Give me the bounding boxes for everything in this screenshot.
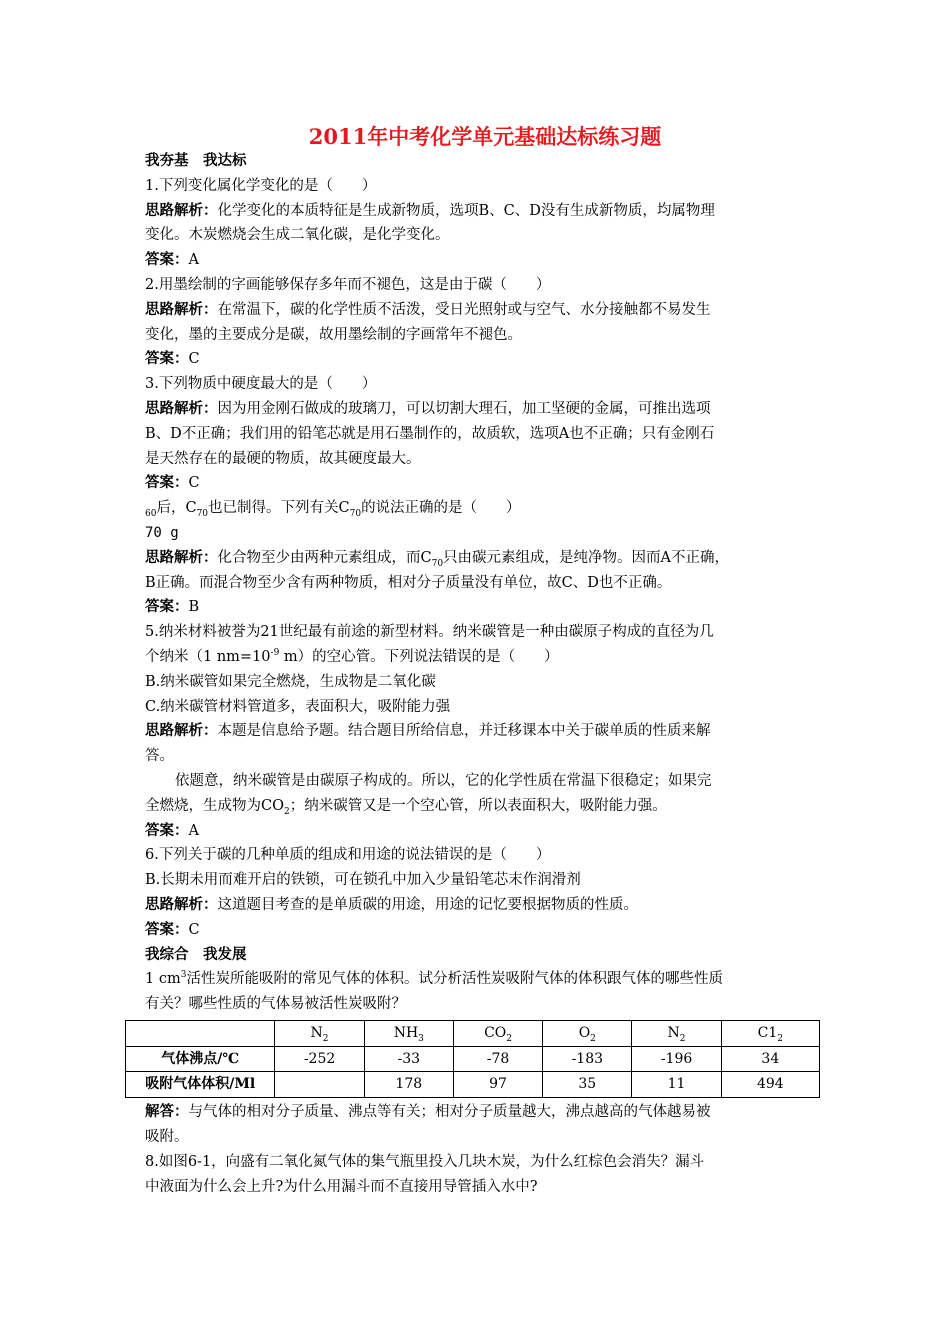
analysis-text: 是天然存在的最硬的物质，故其硬度最大。	[145, 450, 421, 467]
question-5: 5.纳米材料被誉为21世纪最有前途的新型材料。纳米碳管是一种由碳原子构成的直径为几	[145, 624, 714, 641]
subscript: 70	[196, 509, 209, 520]
answer-text: 与气体的相对分子质量、沸点等有关；相对分子质量越大，沸点越高的气体越易被	[188, 1104, 711, 1121]
table-row	[126, 1072, 820, 1098]
analysis-label: 思路解析：	[145, 201, 218, 219]
analysis-text: B、D不正确；我们用的铅笔芯就是用石墨制作的，故质软，选项A也不正确；只有金刚石	[145, 425, 715, 442]
gas-table-wrapper	[145, 1020, 825, 1098]
question-text: 个纳米（1 nm=10	[145, 648, 271, 665]
table-header-cell: $O_2$	[543, 1020, 632, 1046]
question-4	[145, 496, 825, 521]
table-header-cell: $CO_2$	[453, 1020, 542, 1046]
table-header-cell: $NH_3$	[364, 1020, 453, 1046]
answer-label: 答案：	[145, 474, 189, 492]
answer-value: C	[188, 475, 200, 492]
analysis-text: 变化。木炭燃烧会生成二氧化碳，是化学变化。	[145, 227, 450, 244]
table-cell: 178	[364, 1072, 453, 1098]
analysis-text: B正确。而混合物至少含有两种物质，相对分子质量没有单位，故C、D也不正确。	[145, 574, 672, 591]
option-b: B.长期未用而难开启的铁锁，可在锁孔中加入少量铅笔芯末作润滑剂	[145, 872, 581, 889]
analysis-label: 思路解析：	[145, 722, 218, 740]
question-8: 8.如图6-1，向盛有二氧化氮气体的集气瓶里投入几块木炭，为什么红棕色会消失？漏斗	[145, 1153, 705, 1170]
table-cell: -78	[453, 1046, 542, 1072]
analysis-label: 思路解析：	[145, 548, 218, 566]
question-2: 2.用墨绘制的字画能够保存多年而不褪色，这是由于碳（ ）	[145, 276, 551, 293]
analysis-text: ；纳米碳管又是一个空心管，所以表面积大，吸附能力强。	[289, 797, 667, 814]
answer-label: 答案：	[145, 821, 189, 839]
table-cell: 35	[543, 1072, 632, 1098]
analysis-text: 在常温下，碳的化学性质不活泼，受日光照射或与空气、水分接触都不易发生	[217, 301, 711, 318]
question-text: 活性炭所能吸附的常见气体的体积。试分析活性炭吸附气体的体积跟气体的哪些性质	[186, 971, 723, 988]
document-body	[145, 149, 825, 1199]
question-6: 6.下列关于碳的几种单质的组成和用途的说法错误的是（ ）	[145, 847, 551, 864]
table-header-cell: $N_2$	[632, 1020, 721, 1046]
superscript: -9	[270, 648, 280, 659]
analysis-text: 答。	[145, 748, 174, 765]
table-cell: -183	[543, 1046, 632, 1072]
subscript: 2	[283, 806, 290, 817]
table-cell: 494	[721, 1072, 819, 1098]
question-5-cont	[145, 645, 825, 670]
table-cell: 34	[721, 1046, 819, 1072]
question-1: 1.下列变化属化学变化的是（ ）	[145, 177, 377, 194]
question-text: m）的空心管。下列说法错误的是（ ）	[279, 648, 559, 665]
analysis-text: 只由碳元素组成，是纯净物。因而A不正确，	[443, 549, 730, 566]
analysis-text: 化合物至少由两种元素组成，而C	[217, 549, 432, 566]
answer-value: A	[188, 822, 199, 839]
question-text: 也已制得。下列有关C	[208, 500, 350, 517]
option-c: C.纳米碳管材料管道多，表面积大，吸附能力强	[145, 698, 451, 715]
section-heading: 我夯基 我达标	[145, 152, 247, 169]
analysis-label: 思路解析：	[145, 399, 218, 417]
table-cell: 97	[453, 1072, 542, 1098]
answer-label: 解答：	[145, 1103, 189, 1121]
analysis-text: 化学变化的本质特征是生成新物质，选项B、C、D没有生成新物质，均属物理	[217, 202, 715, 219]
answer-label: 答案：	[145, 920, 189, 938]
question-text: 的说法正确的是（ ）	[361, 500, 521, 517]
gas-adsorption-table	[125, 1020, 820, 1098]
text-fragment: 70 g	[145, 524, 179, 541]
document-title: 2011年中考化学单元基础达标练习题	[308, 124, 662, 149]
answer-label: 答案：	[145, 350, 189, 368]
table-header-row	[126, 1020, 820, 1046]
answer-value: C	[188, 921, 200, 938]
table-cell: -33	[364, 1046, 453, 1072]
table-row	[126, 1046, 820, 1072]
subscript: 60	[145, 509, 157, 520]
table-corner-cell	[126, 1020, 275, 1046]
table-cell: -196	[632, 1046, 721, 1072]
question-text: 1 cm	[145, 971, 181, 988]
answer-text: 吸附。	[145, 1129, 189, 1146]
table-header-cell: $C1_2$	[721, 1020, 819, 1046]
table-cell: -252	[275, 1046, 364, 1072]
question-7	[145, 967, 825, 992]
table-header-cell: $N_2$	[275, 1020, 364, 1046]
table-cell	[275, 1072, 364, 1098]
section-heading: 我综合 我发展	[145, 945, 247, 963]
analysis-text: 因为用金刚石做成的玻璃刀，可以切割大理石，加工坚硬的金属，可推出选项	[217, 400, 711, 417]
row-label: 吸附气体体积/Ml	[126, 1072, 275, 1098]
row-label: 气体沸点/℃	[126, 1046, 275, 1072]
analysis-label: 思路解析：	[145, 895, 218, 913]
answer-label: 答案：	[145, 598, 189, 616]
answer-value: C	[188, 351, 200, 368]
answer-value: B	[188, 599, 200, 616]
superscript: 3	[180, 970, 187, 981]
subscript: 70	[349, 509, 362, 520]
analysis-text: 这道题目考查的是单质碳的用途，用途的记忆要根据物质的性质。	[217, 896, 638, 913]
answer-label: 答案：	[145, 251, 189, 269]
subscript: 70	[431, 558, 444, 569]
table-cell: 11	[632, 1072, 721, 1098]
question-8-cont: 中液面为什么会上升?为什么用漏斗而不直接用导管插入水中?	[145, 1178, 538, 1195]
question-3: 3.下列物质中硬度最大的是（ ）	[145, 376, 377, 393]
analysis-text: 变化，墨的主要成分是碳，故用墨绘制的字画常年不褪色。	[145, 326, 522, 343]
analysis-text: 依题意，纳米碳管是由碳原子构成的。所以，它的化学性质在常温下很稳定；如果完	[175, 772, 712, 789]
analysis-text: 本题是信息给予题。结合题目所给信息，并迁移课本中关于碳单质的性质来解	[217, 723, 711, 740]
answer-value: A	[188, 252, 199, 269]
option-b: B.纳米碳管如果完全燃烧，生成物是二氧化碳	[145, 673, 436, 690]
question-7-cont: 有关？哪些性质的气体易被活性炭吸附？	[145, 996, 406, 1013]
question-text: 后，C	[156, 500, 197, 517]
analysis-text: 全燃烧，生成物为CO	[145, 797, 284, 814]
analysis-label: 思路解析：	[145, 300, 218, 318]
